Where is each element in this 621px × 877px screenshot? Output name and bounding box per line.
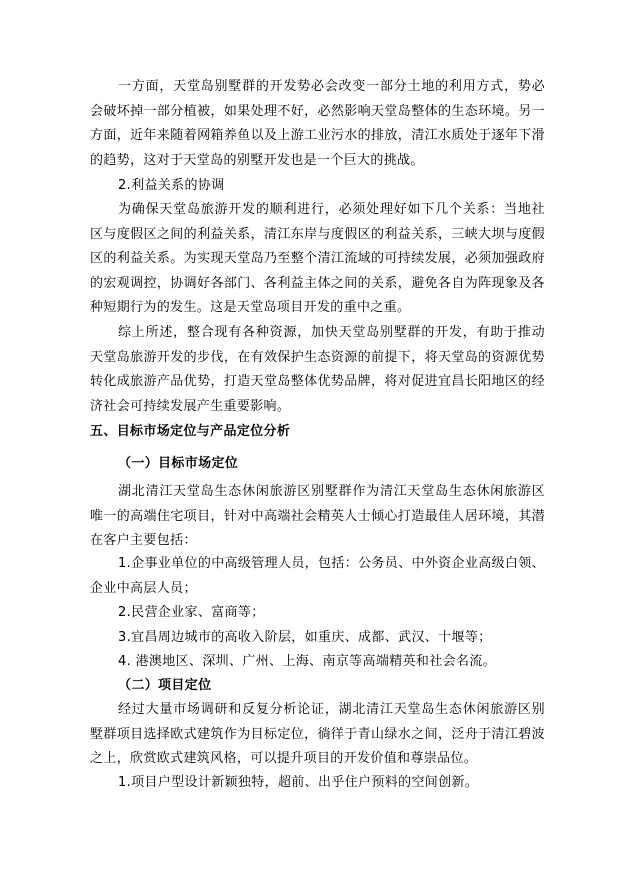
list-heading-interest-coordination: 2.利益关系的协调 (118, 178, 225, 193)
paragraph-target-market: 湖北清江天堂岛生态休闲旅游区别墅群作为清江天堂岛生态休闲旅游区唯一的高端住宅项目，针对中高端社会精英人士倾心打造最佳人居环境，其潜在客户主要包括： (90, 484, 545, 549)
list-item-2: 2.民营企业家、富商等； (118, 605, 265, 620)
paragraph-unit-design: 1.项目户型设计新颖独特，超前、出乎住户预料的空间创新。 (118, 775, 479, 790)
list-item-1: 1.企事业单位的中高级管理人员，包括：公务员、中外资企业高级白领、企业中高层人员； (90, 556, 545, 596)
subsection-heading-target-market: （一）目标市场定位 (118, 456, 239, 471)
section-heading-5: 五、目标市场定位与产品定位分析 (90, 424, 291, 439)
paragraph-project-positioning: 经过大量市场调研和反复分析论证，湖北清江天堂岛生态休闲旅游区别墅群项目选择欧式建筑作为目标定位，徜徉于青山绿水之间，泛舟于清江碧波之上，欣赏欧式建筑风格，可以提升项目的开发价值和尊崇品位。 (90, 702, 545, 767)
paragraph-interest-relations: 为确保天堂岛旅游开发的顺利进行，必须处理好如下几个关系：当地社区与度假区之间的利益关系，清江东岸与度假区的利益关系，三峡大坝与度假区的利益关系。为实现天堂岛乃至整个清江流域的可持续发展，必须加强政府的宏观调控，协调好各部门、各利益主体之间的关系，避免各自为阵现象及各种短期行为的发生。这是天堂岛项目开发的重中之重。 (90, 202, 545, 316)
paragraph-summary: 综上所述，整合现有各种资源，加快天堂岛别墅群的开发，有助于推动天堂岛旅游开发的步伐，在有效保护生态资源的前提下，将天堂岛的资源优势转化成旅游产品优势，打造天堂岛整体优势品牌，将对促进宜昌长阳地区的经济社会可持续发展产生重要影响。 (90, 325, 545, 414)
subsection-heading-project-positioning: （二）项目定位 (118, 678, 212, 693)
list-item-3: 3.宜昌周边城市的高收入阶层，如重庆、成都、武汉、十堰等； (118, 630, 492, 645)
paragraph-ecology-challenge: 一方面，天堂岛别墅群的开发势必会改变一部分土地的利用方式，势必会破坏掉一部分植被，如果处理不好，必然影响天堂岛整体的生态环境。另一方面，近年来随着网箱养鱼以及上游工业污水的排放，清江水质处于逐年下滑的趋势，这对于天堂岛的别墅开发也是一个巨大的挑战。 (90, 79, 545, 168)
list-item-4: 4. 港澳地区、深圳、广州、上海、南京等高端精英和社会名流。 (118, 654, 497, 669)
